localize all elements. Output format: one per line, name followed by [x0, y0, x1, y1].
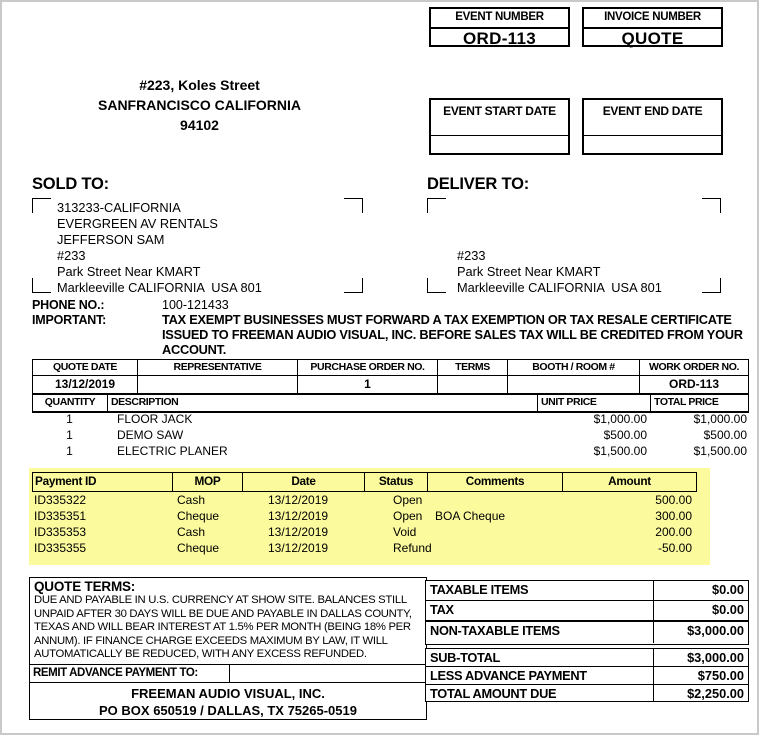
less-advance-payment-value: $750.00 — [653, 667, 748, 684]
payment-id: ID335355 — [34, 541, 87, 555]
payments-header: Date — [243, 473, 365, 491]
bracket-mark — [32, 198, 51, 213]
remit-company-name: FREEMAN AUDIO VISUAL, INC. — [131, 686, 325, 701]
totals-row — [426, 649, 748, 667]
remit-address-box — [29, 682, 427, 720]
event-start-date-box — [429, 98, 570, 155]
payment-row — [32, 524, 710, 540]
terms-value — [438, 376, 508, 393]
invoice-number-value: QUOTE — [621, 29, 684, 48]
quote-date-value: 13/12/2019 — [33, 376, 138, 393]
invoice-number-label: INVOICE NUMBER — [584, 9, 721, 29]
sold-to-line: JEFFERSON SAM — [57, 232, 165, 247]
sold-to-address — [57, 200, 262, 296]
items-header: DESCRIPTION — [108, 395, 538, 411]
event-number-box — [429, 7, 570, 47]
payments-header: MOP — [173, 473, 243, 491]
payment-date: 13/12/2019 — [268, 541, 329, 555]
payment-amount: -50.00 — [657, 541, 692, 555]
sold-to-line: Markleeville CALIFORNIA USA 801 — [57, 280, 262, 295]
payment-mop: Cash — [177, 493, 206, 507]
deliver-to-heading: DELIVER TO: — [427, 175, 530, 193]
item-unit-price: $1,500.00 — [593, 444, 647, 458]
important-label: IMPORTANT: — [32, 313, 107, 327]
deliver-to-line — [457, 216, 662, 232]
event-end-date-label: EVENT END DATE — [584, 100, 721, 136]
payment-row — [32, 508, 710, 524]
order-info-value-row — [33, 376, 748, 393]
payment-status: Void — [393, 525, 417, 539]
items-header: TOTAL PRICE — [654, 396, 719, 408]
item-description: ELECTRIC PLANER — [117, 444, 228, 458]
bracket-mark — [702, 278, 721, 293]
item-row — [32, 443, 749, 459]
invoice-number-box — [582, 7, 723, 47]
item-quantity: 1 — [66, 412, 73, 426]
payment-status: Refund — [393, 541, 432, 555]
company-address — [32, 75, 367, 135]
sold-to-line: #233 — [57, 248, 86, 263]
booth-room-value — [508, 376, 640, 393]
payment-id: ID335353 — [34, 525, 87, 539]
deliver-to-line: Park Street Near KMART — [457, 264, 601, 279]
totals-row — [426, 581, 748, 601]
item-row — [32, 427, 749, 443]
payment-date: 13/12/2019 — [268, 493, 329, 507]
item-unit-price: $1,000.00 — [593, 412, 647, 426]
item-description: DEMO SAW — [117, 428, 184, 442]
bracket-mark — [344, 278, 363, 293]
company-address-line: SANFRANCISCO CALIFORNIA — [98, 97, 301, 113]
sold-to-line: Park Street Near KMART — [57, 264, 201, 279]
phone-label: PHONE NO.: — [32, 298, 105, 312]
order-info-table — [32, 359, 749, 394]
quote-terms-heading: QUOTE TERMS: — [34, 579, 136, 594]
event-end-date-value — [584, 136, 721, 152]
order-info-header: PURCHASE ORDER NO. — [298, 360, 438, 375]
work-order-value: ORD-113 — [668, 377, 720, 391]
payment-comments: BOA Cheque — [435, 509, 506, 523]
item-description: FLOOR JACK — [117, 412, 193, 426]
payment-status: Open — [393, 493, 423, 507]
phone-value: 100-121433 — [162, 298, 229, 312]
event-number-label: EVENT NUMBER — [431, 9, 568, 29]
payment-amount: 300.00 — [655, 509, 692, 523]
payments-header: Comments — [428, 473, 563, 491]
payment-date: 13/12/2019 — [268, 509, 329, 523]
tax-value: $0.00 — [653, 601, 748, 620]
payment-amount: 200.00 — [655, 525, 692, 539]
event-end-date-box — [582, 98, 723, 155]
payment-id: ID335322 — [34, 493, 87, 507]
bracket-mark — [427, 198, 446, 213]
deliver-to-line: #233 — [457, 248, 486, 263]
order-info-header-row — [33, 360, 748, 376]
non-taxable-items-value: $3,000.00 — [653, 622, 748, 643]
bracket-mark — [344, 198, 363, 213]
less-advance-payment-label: LESS ADVANCE PAYMENT — [430, 668, 587, 683]
non-taxable-items-label: NON-TAXABLE ITEMS — [430, 623, 560, 638]
payment-row — [32, 540, 710, 556]
totals-summary-box — [425, 648, 749, 702]
bracket-mark — [32, 278, 51, 293]
sub-total-value: $3,000.00 — [653, 649, 748, 666]
payment-row — [32, 492, 710, 508]
payments-section — [29, 468, 710, 565]
taxable-items-label: TAXABLE ITEMS — [430, 582, 529, 597]
event-start-date-label: EVENT START DATE — [431, 100, 568, 136]
event-number-value: ORD-113 — [463, 29, 536, 48]
total-amount-due-value: $2,250.00 — [653, 685, 748, 701]
payment-date: 13/12/2019 — [268, 525, 329, 539]
deliver-to-line: Markleeville CALIFORNIA USA 801 — [457, 280, 662, 295]
payments-header: Status — [365, 473, 428, 491]
item-unit-price: $500.00 — [603, 428, 647, 442]
payment-mop: Cheque — [177, 541, 220, 555]
quote-terms-box — [29, 577, 427, 665]
sold-to-line: EVERGREEN AV RENTALS — [57, 216, 218, 231]
totals-nontaxable-box — [425, 621, 749, 645]
item-quantity: 1 — [66, 444, 73, 458]
payment-mop: Cash — [177, 525, 206, 539]
representative-value — [138, 376, 298, 393]
order-info-header: REPRESENTATIVE — [138, 360, 298, 375]
purchase-order-value: 1 — [298, 376, 438, 393]
quote-terms-text: DUE AND PAYABLE IN U.S. CURRENCY AT SHOW SITE. BALANCES STILL UNPAID AFTER 30 DAYS WILL BE DUE AND PAYABLE IN DALLAS COUNTY, TEXAS AND WILL BEAR INTEREST AT 1.5% PER MONTH (BEING 18% PER ANNUM). IF FINANCE CHARGE EXCEEDS MAXIMUM BY LAW, IT WILL AUTOMATICALLY BE REDUCED, WITH ANY EXCESS REFUNDED. — [34, 594, 412, 660]
important-text: TAX EXEMPT BUSINESSES MUST FORWARD A TAX EXEMPTION OR TAX RESALE CERTIFICATE ISSUED TO FREEMAN AUDIO VISUAL, INC. BEFORE SALES TAX WILL BE CREDITED FROM YOUR ACCOUNT. — [162, 312, 743, 357]
remit-po-box: PO BOX 650519 / DALLAS, TX 75265-0519 — [99, 703, 357, 718]
sub-total-label: SUB-TOTAL — [430, 650, 501, 665]
totals-row — [426, 667, 748, 685]
payments-header: Amount — [608, 474, 651, 488]
payment-amount: 500.00 — [655, 493, 692, 507]
items-header: UNIT PRICE — [538, 395, 651, 411]
order-info-header: TERMS — [438, 360, 508, 375]
bracket-mark — [427, 278, 446, 293]
event-start-date-value — [431, 136, 568, 152]
taxable-items-value: $0.00 — [653, 581, 748, 600]
tax-label: TAX — [430, 602, 454, 617]
order-info-header: BOOTH / ROOM # — [508, 360, 640, 375]
payments-header-row — [32, 472, 697, 492]
totals-tax-box — [425, 580, 749, 621]
items-header: QUANTITY — [33, 395, 108, 411]
deliver-to-line — [457, 232, 662, 248]
payments-header: Payment ID — [33, 473, 173, 491]
order-info-header: WORK ORDER NO. — [648, 361, 740, 373]
deliver-to-line — [457, 200, 662, 216]
item-total-price: $500.00 — [703, 428, 747, 442]
bracket-mark — [702, 198, 721, 213]
item-quantity: 1 — [66, 428, 73, 442]
company-address-line: #223, Koles Street — [139, 77, 260, 93]
totals-row — [426, 601, 748, 620]
sold-to-line: 313233-CALIFORNIA — [57, 200, 181, 215]
payment-mop: Cheque — [177, 509, 220, 523]
company-address-line: 94102 — [180, 117, 219, 133]
total-amount-due-label: TOTAL AMOUNT DUE — [430, 686, 557, 701]
item-total-price: $1,500.00 — [693, 444, 747, 458]
item-total-price: $1,000.00 — [693, 412, 747, 426]
order-info-header: QUOTE DATE — [33, 360, 138, 375]
payment-id: ID335351 — [34, 509, 87, 523]
remit-payment-label: REMIT ADVANCE PAYMENT TO: — [29, 664, 230, 684]
sold-to-heading: SOLD TO: — [32, 175, 109, 193]
deliver-to-address — [457, 200, 662, 296]
totals-row — [426, 685, 748, 701]
payment-status: Open — [393, 509, 423, 523]
totals-row — [426, 622, 748, 643]
item-row — [32, 411, 749, 427]
